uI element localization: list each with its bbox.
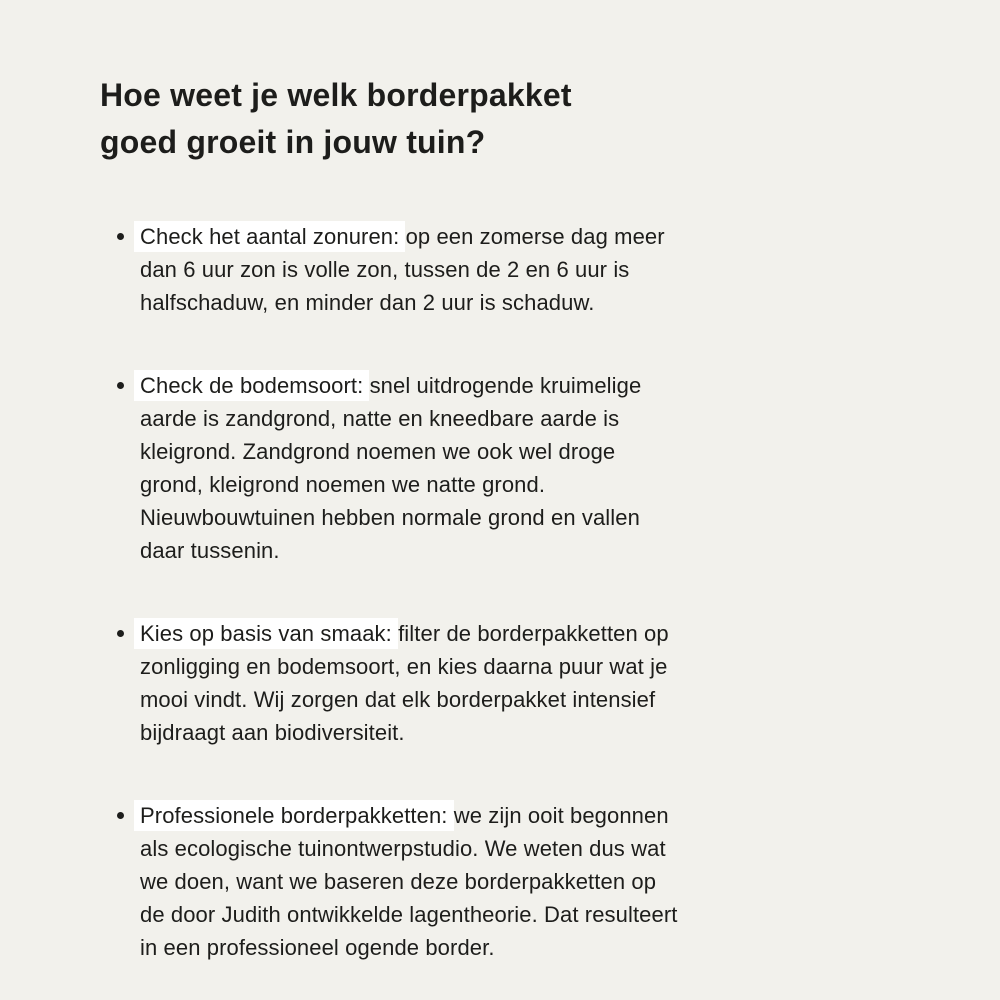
bullet-text: snel uitdrogende kruimelige aarde is zandgrond, natte en kneedbare aarde is kleigrond. Zandgrond noemen we ook wel droge grond, kleigrond noemen we natte grond. Nieuwbouwtuinen hebben normale grond en vallen daar tussenin. bbox=[140, 373, 642, 563]
bullet-icon bbox=[117, 630, 124, 637]
bullet-text: filter de borderpakketten op zonligging en bodemsoort, en kies daarna puur wat je mooi vindt. Wij zorgen dat elk borderpakket intensief bijdraagt aan biodiversiteit. bbox=[140, 621, 669, 745]
list-item bbox=[100, 369, 680, 567]
tips-list bbox=[100, 220, 680, 964]
page-title-line-2: goed groeit in jouw tuin? bbox=[100, 124, 486, 160]
bullet-icon bbox=[117, 812, 124, 819]
bullet-lead-highlight: Kies op basis van smaak: bbox=[134, 618, 398, 649]
bullet-lead-highlight: Check het aantal zonuren: bbox=[134, 221, 405, 252]
list-item bbox=[100, 799, 680, 964]
bullet-lead-highlight: Professionele borderpakketten: bbox=[134, 800, 454, 831]
bullet-text: we zijn ooit begonnen als ecologische tuinontwerpstudio. We weten dus wat we doen, want we baseren deze borderpakketten op de door Judith ontwikkelde lagentheorie. Dat resulteert in een professioneel ogende border. bbox=[140, 803, 678, 960]
bullet-icon bbox=[117, 233, 124, 240]
bullet-lead-highlight: Check de bodemsoort: bbox=[134, 370, 369, 401]
page-title-line-1: Hoe weet je welk borderpakket bbox=[100, 77, 572, 113]
list-item bbox=[100, 617, 680, 749]
list-item bbox=[100, 220, 680, 319]
bullet-text: op een zomerse dag meer dan 6 uur zon is volle zon, tussen de 2 en 6 uur is halfschaduw, en minder dan 2 uur is schaduw. bbox=[140, 224, 665, 315]
bullet-icon bbox=[117, 382, 124, 389]
page-title bbox=[100, 72, 680, 166]
